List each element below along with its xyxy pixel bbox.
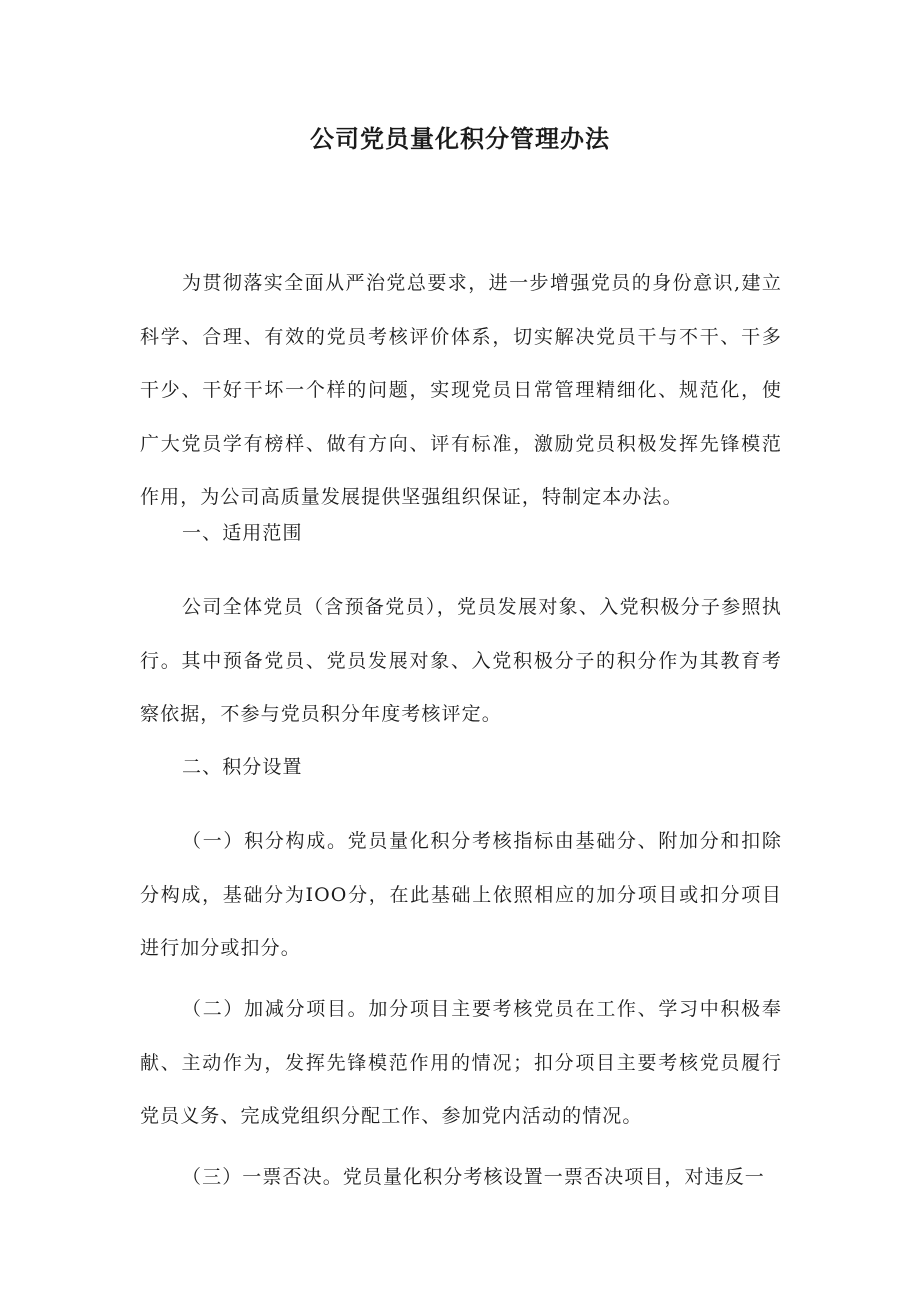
setting-item-composition: （一）积分构成。党员量化积分考核指标由基础分、附加分和扣除分构成，基础分为IOO分，在此基础上依照相应的加分项目或扣分项目进行加分或扣分。 (140, 830, 782, 959)
setting-item-veto: （三）一票否决。党员量化积分考核设置一票否决项目，对违反一 (182, 1166, 765, 1188)
section-heading-setting: 二、积分设置 (182, 756, 303, 778)
scope-paragraph: 公司全体党员（含预备党员），党员发展对象、入党积极分子参照执行。其中预备党员、党员发展对象、入党积极分子的积分作为其教育考察依据，不参与党员积分年度考核评定。 (140, 596, 782, 725)
intro-paragraph: 为贯彻落实全面从严治党总要求，进一步增强党员的身份意识,建立科学、合理、有效的党员考核评价体系，切实解决党员干与不干、干多干少、干好干坏一个样的问题，实现党员日常管理精细化、规范化，使广大党员学有榜样、做有方向、评有标准，激励党员积极发挥先锋模范作用，为公司高质量发展提供坚强组织保证，特制定本办法。 (140, 272, 782, 508)
section-heading-scope: 一、适用范围 (182, 522, 303, 544)
document-title: 公司党员量化积分管理办法 (310, 125, 610, 153)
setting-item-adjustments: （二）加减分项目。加分项目主要考核党员在工作、学习中积极奉献、主动作为，发挥先锋模范作用的情况；扣分项目主要考核党员履行党员义务、完成党组织分配工作、参加党内活动的情况。 (140, 998, 782, 1127)
